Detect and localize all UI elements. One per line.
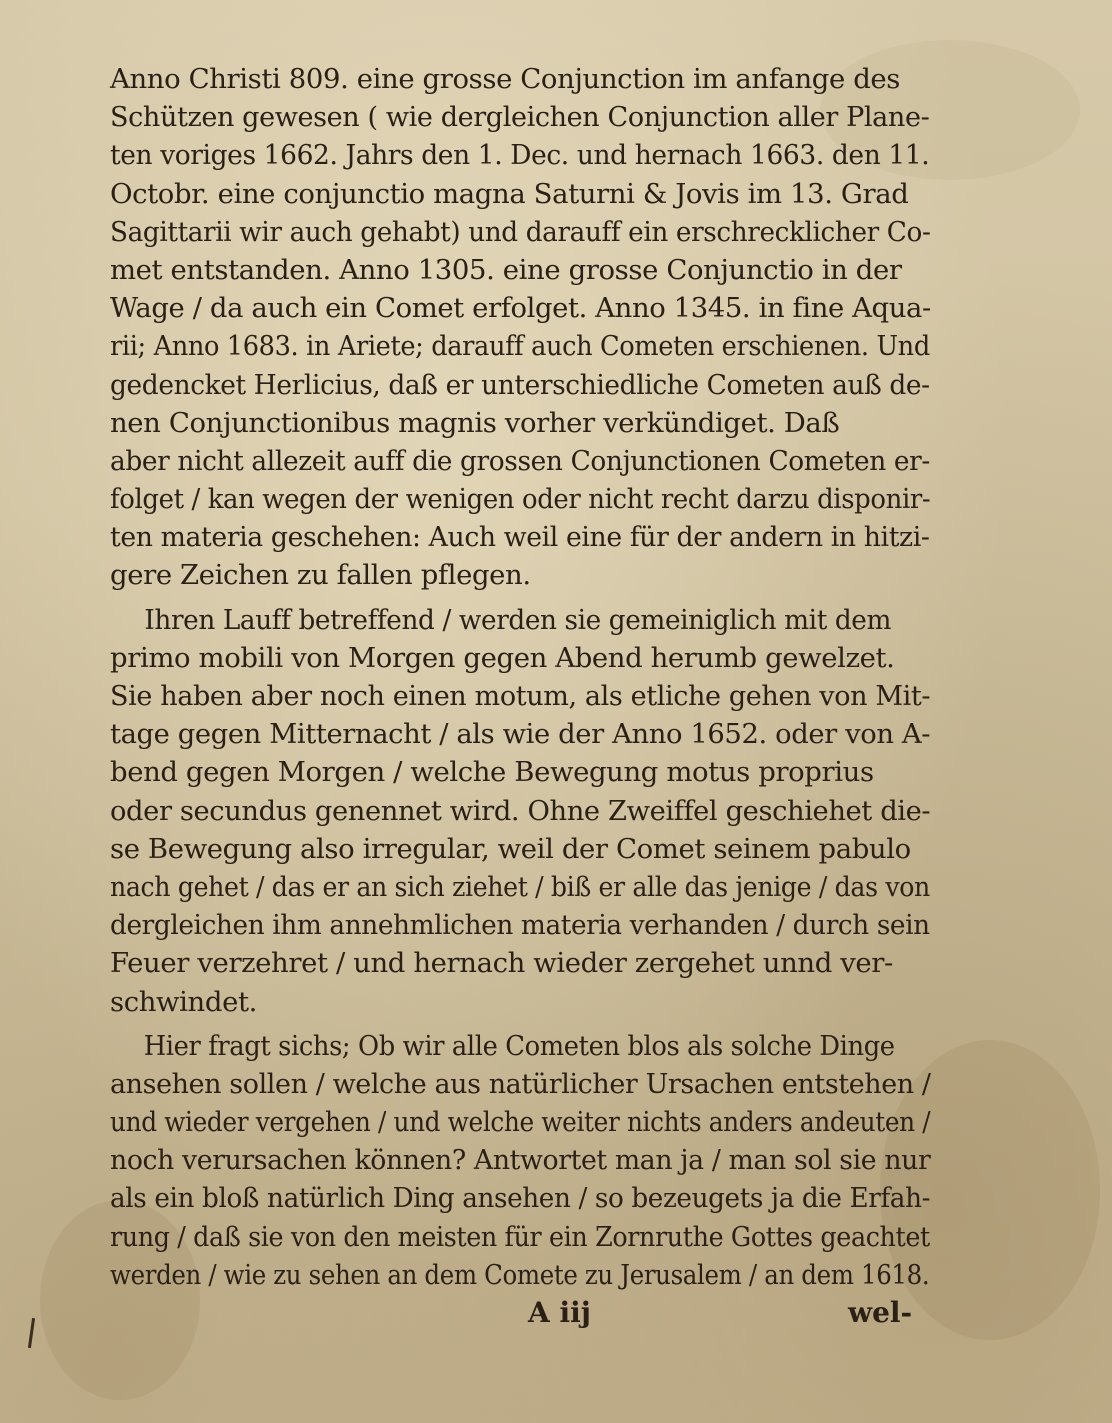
text-line: noch verursachen können? Antwortet man ja / man sol sie nur xyxy=(110,1144,931,1177)
text-line: bend gegen Morgen / welche Bewegung motus proprius xyxy=(110,756,874,789)
text-line: nach gehet / das er an sich ziehet / biß er alle das jenige / das von xyxy=(110,870,930,903)
text-line: gedencket Herlicius, daß er unterschiedliche Cometen auß de- xyxy=(110,368,930,401)
text-line: primo mobili von Morgen gegen Abend herumb gewelzet. xyxy=(110,641,895,674)
body-text xyxy=(110,60,930,1294)
text-line: als ein bloß natürlich Ding ansehen / so bezeugets ja die Erfah- xyxy=(110,1182,931,1215)
text-line: rii; Anno 1683. in Ariete; darauff auch Cometen erschienen. Und xyxy=(110,330,930,363)
text-line: Wage / da auch ein Comet erfolget. Anno 1345. in fine Aqua- xyxy=(110,292,931,325)
text-line: ansehen sollen / welche aus natürlicher Ursachen entstehen / xyxy=(110,1067,931,1100)
paragraph-first-line: Hier fragt sichs; Ob wir alle Cometen blos als solche Dinge xyxy=(143,1029,895,1062)
paragraph-first-line: Ihren Lauff betreffend / werden sie gemeiniglich mit dem xyxy=(144,603,892,636)
text-line: werden / wie zu sehen an dem Comete zu Jerusalem / an dem 1618. xyxy=(110,1258,930,1291)
text-line: ten voriges 1662. Jahrs den 1. Dec. und hernach 1663. den 11. xyxy=(110,139,930,172)
text-line: rung / daß sie von den meisten für ein Zornruthe Gottes geachtet xyxy=(110,1220,930,1253)
text-line: Anno Christi 809. eine grosse Conjunction im anfange des xyxy=(110,63,901,95)
text-line: aber nicht allezeit auff die grossen Conjunctionen Cometen er- xyxy=(110,444,930,477)
text-line: Octobr. eine conjunctio magna Saturni & Jovis im 13. Grad xyxy=(110,177,909,210)
text-line: ten materia geschehen: Auch weil eine für der andern in hitzi- xyxy=(110,521,930,554)
text-line: und wieder vergehen / und welche weiter nichts anders andeuten / xyxy=(110,1106,931,1139)
text-line: dergleichen ihm annehmlichen materia verhanden / durch sein xyxy=(110,909,930,942)
text-line: schwindet. xyxy=(110,985,257,1018)
text-line: Sie haben aber noch einen motum, als etliche gehen von Mit- xyxy=(110,680,931,712)
text-line: tage gegen Mitternacht / als wie der Anno 1652. oder von A- xyxy=(110,718,931,751)
text-line: folget / kan wegen der wenigen oder nicht recht darzu disponir- xyxy=(110,483,931,516)
text-line: gere Zeichen zu fallen pflegen. xyxy=(110,559,531,592)
text-line: Schützen gewesen ( wie dergleichen Conjunction aller Plane- xyxy=(110,101,930,134)
text-line: nen Conjunctionibus magnis vorher verkündiget. Daß xyxy=(110,406,840,439)
text-line: oder secundus genennet wird. Ohne Zweiffel geschiehet die- xyxy=(110,794,931,827)
catchword: wel- xyxy=(848,1296,913,1329)
text-line: met entstanden. Anno 1305. eine grosse Conjunctio in der xyxy=(110,253,902,286)
signature-mark: A iij xyxy=(528,1296,591,1329)
text-line: Sagittarii wir auch gehabt) und darauff ein erschrecklicher Co- xyxy=(110,215,931,248)
text-line: Feuer verzehret / und hernach wieder zergehet unnd ver- xyxy=(110,947,893,980)
page-footer xyxy=(0,1296,1112,1340)
text-line: se Bewegung also irregular, weil der Comet seinem pabulo xyxy=(110,832,911,865)
